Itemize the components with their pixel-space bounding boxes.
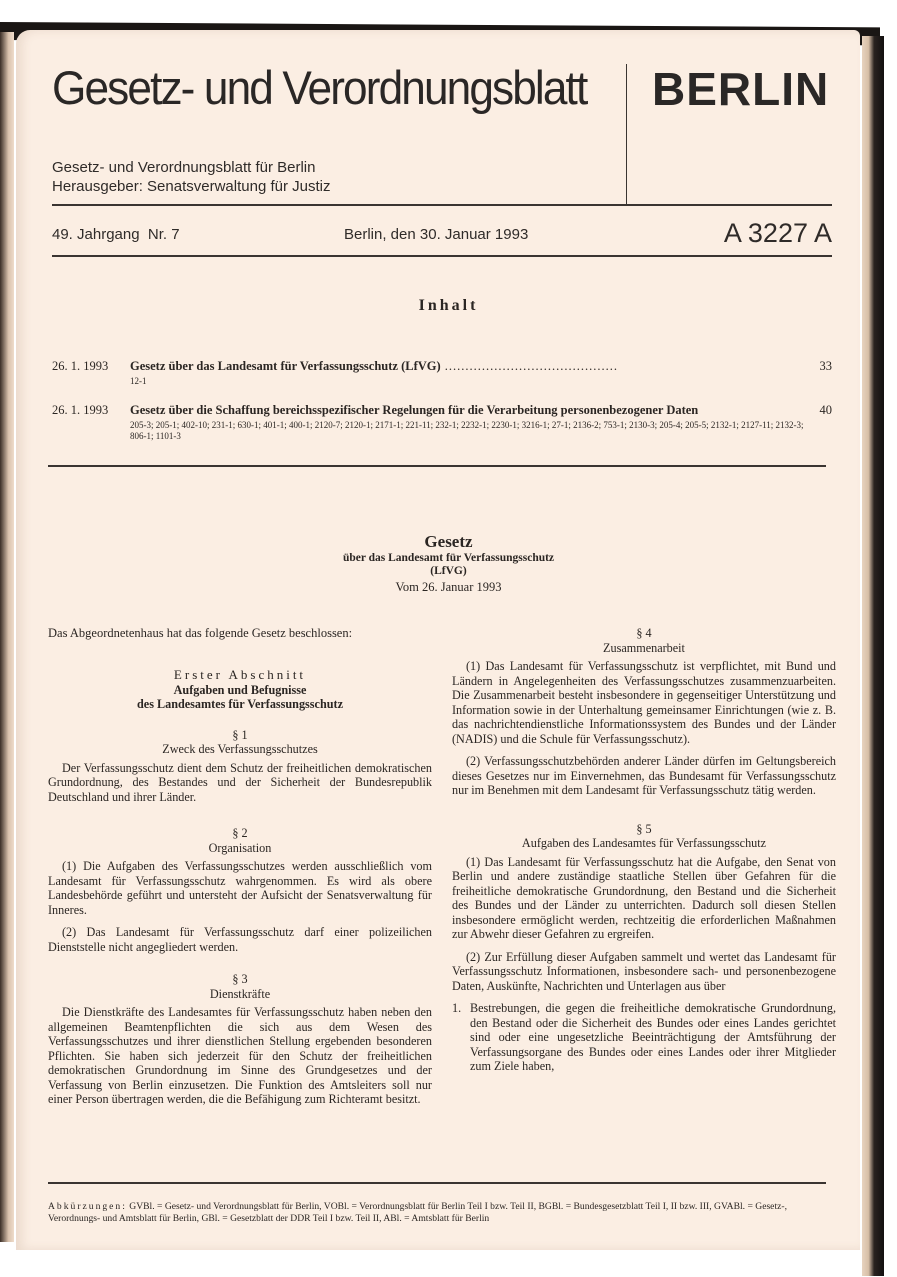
masthead-title: Gesetz- und Verordnungsblatt (52, 61, 587, 114)
contents-rule (48, 465, 826, 467)
masthead-rule (52, 204, 832, 206)
contents-entry-refs: 12-1 (130, 376, 147, 386)
masthead-subtitle (52, 158, 330, 196)
paragraph-4-abs2: (2) Verfassungsschutzbehörden anderer Länder dürfen im Geltungsbereich dieses Gesetzes nur im Einvernehmen, das Bundesamt für Verfassungsschutz nur im Benehmen mit dem Landesamt für Verfassungsschutz tätig werden. (452, 754, 836, 797)
issue-rule (52, 255, 832, 257)
paragraph-4-number: § 4 (636, 626, 652, 640)
binder-edge-left (0, 32, 14, 1242)
paragraph-2-number: § 2 (232, 826, 248, 840)
paragraph-5-title: Aufgaben des Landesamtes für Verfassungsschutz (521, 836, 767, 850)
paragraph-3-text: Die Dienstkräfte des Landesamtes für Verfassungsschutz haben neben den allgemeinen Beamtenpflichten die sich aus dem Wesen des Verfassungsschutzes und ihrer dienstlichen Stellung ergebenden besonderen Pflichten. Sie haben sich jederzeit für den Schutz der freiheitlichen demokratischen Grundordnung im Sinne des Grundgesetzes und der Verfassung von Berlin einzusetzen. Die Funktion des Amtsleiters soll nur einer Person übertragen werden, die die Befähigung zum Richteramt besitzt. (48, 1005, 432, 1106)
masthead-subtitle-line1: Gesetz- und Verordnungsblatt für Berlin (52, 159, 316, 176)
contents-entry-title: Gesetz über das Landesamt für Verfassungsschutz (LfVG) .......................................... (130, 359, 619, 373)
contents-entry-page: 40 (819, 403, 832, 417)
section-title-line1: Aufgaben und Befugnisse (173, 682, 307, 697)
law-title: Gesetz (424, 532, 473, 551)
law-subtitle: über das Landesamt für Verfassungsschutz (342, 552, 555, 564)
contents-entry-refs: 205-3; 205-1; 402-10; 231-1; 630-1; 401-1; 400-1; 2120-7; 2120-1; 2171-1; 221-11; 232-1; 2232-1; 2230-1; 3216-1; 27-1; 2136-2; 753-1; 2130-3; 205-4; 205-5; 2132-1; 2127-11; 2132-3; 806-1; 1101-3 (130, 420, 804, 441)
contents-heading: Inhalt (418, 297, 479, 314)
binder-edge-right (862, 36, 884, 1276)
paragraph-2-abs1: (1) Die Aufgaben des Verfassungsschutzes werden ausschließlich vom Landesamt für Verfassungsschutz wahrgenommen. Es wird als obere Landesbehörde geführt und untersteht der Aufsicht der Senatsverwaltung für Inneres. (48, 859, 432, 917)
footer-rule (48, 1182, 826, 1184)
paragraph-3-title: Dienstkräfte (209, 986, 271, 1001)
paragraph-5-number: § 5 (636, 821, 652, 836)
paragraph-4-abs1: (1) Das Landesamt für Verfassungsschutz ist verpflichtet, mit Bund und Ländern in Angelegenheiten des Verfassungsschutzes zusammenzuarbeiten. Die Zusammenarbeit besteht insbesondere in gegenseitiger Unterstützung und Information sowie in der Unterhaltung gemeinsamer Einrichtungen (wie z. B. das nachrichtendienstliche Informationssystem des Bundes und der Länder (NADIS) und die Schule für Verfassungsschutz). (452, 659, 836, 746)
abbreviations-text: GVBl. = Gesetz- und Verordnungsblatt für Berlin, VOBl. = Verordnungsblatt für Berlin Teil I bzw. Teil II, BGBl. = Bundesgesetzblatt Teil I, II bzw. III, GVABl. = Gesetz-, Verordnungs- und Amtsblatt für Berlin, GBl. = Gesetzblatt der DDR Teil I bzw. Teil II, ABl. = Amtsblatt für Berlin (48, 1201, 787, 1224)
law-intro: Das Abgeordnetenhaus hat das folgende Gesetz beschlossen: (48, 626, 353, 640)
abbreviations-note (48, 1201, 838, 1225)
contents-entry-date: 26. 1. 1993 (52, 359, 109, 373)
paragraph-4-title: Zusammenarbeit (603, 640, 685, 655)
issue-volume-number: 49. Jahrgang Nr. 7 (52, 226, 180, 243)
list-item-number: 1. (452, 1001, 462, 1015)
paragraph-3-number: § 3 (232, 972, 248, 986)
masthead-divider (626, 64, 627, 204)
paragraph-1-text: Der Verfassungsschutz dient dem Schutz der freiheitlichen demokratischen Grundordnung, des Bestandes und der Sicherheit der Bundesrepublik Deutschland und ihrer Länder. (48, 760, 432, 804)
paragraph-2-abs2: (2) Das Landesamt für Verfassungsschutz darf einer polizeilichen Dienststelle nicht angegliedert werden. (48, 925, 432, 954)
issue-info (52, 218, 832, 252)
paragraph-5-abs2: (2) Zur Erfüllung dieser Aufgaben sammelt und wertet das Landesamt für Verfassungsschutz Informationen, insbesondere sach- und personenbezogene Daten, Auskünfte, Nachrichten und Unterlagen aus über (452, 949, 836, 993)
masthead-publisher: Herausgeber: Senatsverwaltung für Justiz (52, 178, 331, 195)
paragraph-5-abs1: (1) Das Landesamt für Verfassungsschutz hat die Aufgabe, den Senat von Berlin und andere zuständige staatliche Stellen über Gefahren für die freiheitliche demokratische Grundordnung, den Bestand und die Sicherheit des Bundes und der Länder zu unterrichten. Dadurch soll diesen Stellen insbesondere ermöglicht werden, rechtzeitig die erforderlichen Maßnahmen zur Abwehr dieser Gefahren zu ergreifen. (452, 854, 836, 941)
paragraph-1-title: Zweck des Verfassungsschutzes (162, 742, 318, 756)
law-date: Vom 26. Januar 1993 (395, 580, 502, 594)
issue-code: A 3227 A (723, 218, 832, 248)
contents-entry-date: 26. 1. 1993 (52, 403, 109, 417)
paragraph-2-title: Organisation (208, 840, 272, 855)
law-abbreviation: (LfVG) (430, 565, 467, 577)
abbreviations-label: Abkürzungen: (48, 1201, 127, 1212)
contents-entry-page: 33 (819, 359, 832, 373)
paragraph-1-number: § 1 (232, 727, 248, 742)
right-column (452, 626, 836, 1074)
contents-entry-title: Gesetz über die Schaffung bereichsspezifischer Regelungen für die Verarbeitung personenbezogener Daten (130, 403, 699, 417)
section-label: Erster Abschnitt (173, 667, 307, 682)
list-item-text: Bestrebungen, die gegen die freiheitliche demokratische Grundordnung, den Bestand oder die Sicherheit des Bundes oder eines Landes gerichtet sind oder eine ungesetzliche Beeinträchtigung der Amtsführung der Verfassungsorgane des Bundes oder eines Landes oder ihrer Mitglieder zum Ziele haben, (470, 1001, 836, 1073)
section-title-line2: des Landesamtes für Verfassungsschutz (137, 697, 343, 711)
dot-leader: .......................................... (440, 359, 619, 373)
paragraph-5-list-item (452, 1001, 836, 1074)
masthead-city: BERLIN (652, 63, 830, 115)
left-column (48, 668, 432, 1115)
issue-date: Berlin, den 30. Januar 1993 (344, 226, 529, 243)
